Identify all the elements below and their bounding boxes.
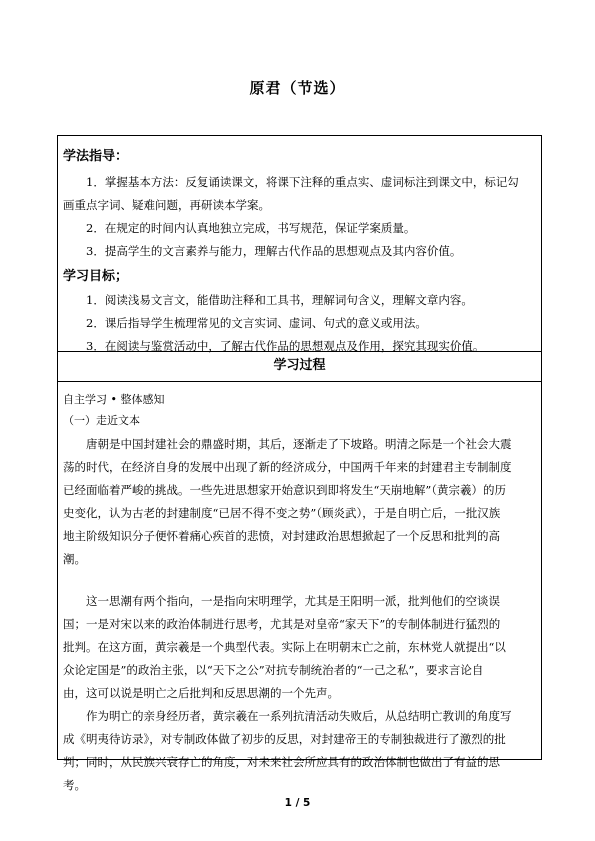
para1-line-6: 潮。 (63, 552, 86, 566)
goal-item-3: 3．在阅读与鉴赏活动中，了解古代作品的思想观点及作用，探究其现实价值。 (86, 339, 485, 353)
para2-line-3: 批判。在这方面，黄宗羲是一个典型代表。实际上在明朝末亡之前，东林党人就提出“以 (63, 640, 506, 654)
method-item-2: 2．在规定的时间内认真地独立完成，书写规范，保证学案质量。 (86, 221, 416, 235)
para3-line-2: 成《明夷待访录》，对专制政体做了初步的反思，对封建帝王的专制独裁进行了激烈的批 (63, 732, 506, 746)
para1-line-4: 史变化，认为古老的封建制度“已居不得不变之势”（顾炎武），于是自明亡后，一批汉族 (63, 506, 501, 520)
para1-line-3: 已经面临着严峻的挑战。一些先进思想家开始意识到即将发生“天崩地解”（黄宗羲）的历 (63, 483, 507, 497)
para2-line-2: 国；一是对宋以来的政治体制进行思考，尤其是对皇帝“家天下”的专制体制进行猛烈的 (63, 617, 501, 631)
method-item-3: 3．提高学生的文言素养与能力，理解古代作品的思想观点及其内容价值。 (86, 244, 462, 258)
goal-item-2: 2．课后指导学生梳理常见的文言实词、虚词、句式的意义或用法。 (86, 316, 427, 330)
para2-line-1: 这一思潮有两个指向，一是指向宋明理学，尤其是王阳明一派，批判他们的空谈误 (86, 594, 500, 608)
para1-line-2: 荡的时代，在经济自身的发展中出现了新的经济成分，中国两千年来的封建君主专制制度 (63, 460, 512, 474)
method-item-1-line-2: 画重点字词、疑难问题，再研读本学案。 (63, 198, 270, 212)
process-part-title: （一）走近文本 (63, 414, 140, 427)
method-heading: 学法指导： (63, 149, 129, 164)
para2-line-5: 由，这可以说是明亡之后批判和反思思潮的一个先声。 (63, 686, 339, 700)
para1-line-1: 唐朝是中国封建社会的鼎盛时期，其后，逐渐走了下坡路。明清之际是一个社会大震 (86, 437, 512, 451)
para3-line-1: 作为明亡的亲身经历者，黄宗羲在一系列抗清活动失败后，从总结明亡教训的角度写 (86, 709, 512, 723)
para3-line-3: 判；同时，从民族兴衰存亡的角度，对未来社会所应具有的政治体制也做出了有益的思 (63, 755, 500, 769)
para3-line-4: 考。 (63, 778, 86, 792)
process-header: 学习过程 (57, 351, 542, 382)
para2-line-4: 众论定国是”的政治主张，以“天下之公”对抗专制统治者的“一己之私”，要求言论自 (63, 663, 484, 677)
goals-heading: 学习目标； (63, 269, 129, 284)
method-item-1-line-1: 1．掌握基本方法：反复诵读课文，将课下注释的重点实、虚词标注到课文中，标记勾 (86, 175, 519, 189)
para1-line-5: 地主阶级知识分子便怀着痛心疾首的悲愤，对封建政治思想掀起了一个反思和批判的高 (63, 529, 500, 543)
goal-item-1: 1．阅读浅易文言文，能借助注释和工具书，理解词句含义，理解文章内容。 (86, 293, 473, 307)
page-number: 1 / 5 (284, 797, 311, 809)
page-title: 原君（节选） (249, 79, 346, 97)
process-subheading: 自主学习 • 整体感知 (63, 393, 165, 406)
